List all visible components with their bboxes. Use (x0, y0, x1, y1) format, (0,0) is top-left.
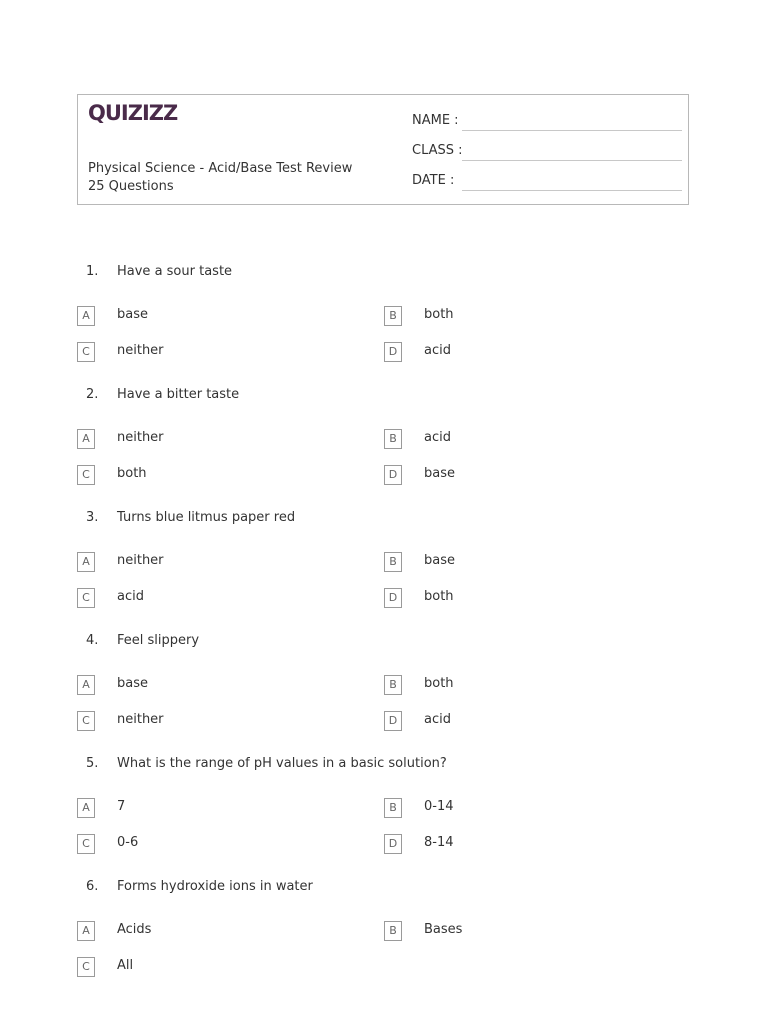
class-line[interactable] (462, 160, 682, 161)
date-line[interactable] (462, 190, 682, 191)
question-text: Forms hydroxide ions in water (117, 879, 313, 894)
option-text: acid (117, 589, 144, 604)
option-letter-box[interactable]: B (384, 552, 402, 572)
option-text: 0-14 (424, 799, 454, 814)
option-letter-box[interactable]: A (77, 552, 95, 572)
option-text: both (424, 589, 454, 604)
question-6 (0, 879, 768, 999)
option-letter-box[interactable]: A (77, 306, 95, 326)
option-letter-box[interactable]: B (384, 429, 402, 449)
option-text: neither (117, 343, 164, 358)
answer-option-b[interactable] (384, 306, 664, 326)
option-text: base (117, 307, 148, 322)
question-number: 6. (86, 879, 99, 894)
option-letter-box[interactable]: D (384, 711, 402, 731)
class-label: CLASS : (412, 143, 463, 158)
question-5 (0, 756, 768, 876)
question-text: Have a sour taste (117, 264, 233, 279)
name-label: NAME : (412, 113, 459, 128)
option-text: Bases (424, 922, 463, 937)
option-letter-box[interactable]: C (77, 465, 95, 485)
question-count: 25 Questions (88, 179, 174, 194)
option-letter-box[interactable]: D (384, 465, 402, 485)
answer-option-a[interactable] (77, 675, 357, 695)
answer-option-b[interactable] (384, 921, 664, 941)
question-text: Turns blue litmus paper red (117, 510, 296, 525)
option-letter-box[interactable]: D (384, 588, 402, 608)
date-field[interactable] (412, 171, 682, 191)
name-line[interactable] (462, 130, 682, 131)
option-text: acid (424, 343, 451, 358)
question-number: 2. (86, 387, 99, 402)
option-letter-box[interactable]: B (384, 675, 402, 695)
answer-option-b[interactable] (384, 429, 664, 449)
answer-option-a[interactable] (77, 552, 357, 572)
question-number: 3. (86, 510, 99, 525)
question-3 (0, 510, 768, 630)
option-text: neither (117, 712, 164, 727)
option-letter-box[interactable]: B (384, 306, 402, 326)
question-1 (0, 264, 768, 384)
quizizz-logo: QUIZIZZ (88, 101, 178, 125)
option-text: 0-6 (117, 835, 139, 850)
question-number: 4. (86, 633, 99, 648)
class-field[interactable] (412, 141, 682, 161)
answer-option-d[interactable] (384, 834, 664, 854)
answer-option-c[interactable] (77, 834, 357, 854)
answer-option-a[interactable] (77, 798, 357, 818)
option-text: acid (424, 712, 451, 727)
option-text: base (117, 676, 148, 691)
option-letter-box[interactable]: C (77, 588, 95, 608)
question-2 (0, 387, 768, 507)
option-letter-box[interactable]: A (77, 675, 95, 695)
answer-option-c[interactable] (77, 711, 357, 731)
option-letter-box[interactable]: C (77, 957, 95, 977)
option-text: Acids (117, 922, 152, 937)
question-number: 5. (86, 756, 99, 771)
option-text: neither (117, 553, 164, 568)
option-letter-box[interactable]: C (77, 342, 95, 362)
option-letter-box[interactable]: C (77, 711, 95, 731)
answer-option-b[interactable] (384, 552, 664, 572)
option-text: neither (117, 430, 164, 445)
option-text: acid (424, 430, 451, 445)
question-number: 1. (86, 264, 99, 279)
answer-option-b[interactable] (384, 675, 664, 695)
name-field[interactable] (412, 111, 682, 131)
answer-option-a[interactable] (77, 429, 357, 449)
answer-option-c[interactable] (77, 465, 357, 485)
option-text: base (424, 553, 455, 568)
worksheet-header (77, 94, 689, 205)
option-text: both (117, 466, 147, 481)
option-text: 8-14 (424, 835, 454, 850)
option-text: All (117, 958, 134, 973)
question-text: What is the range of pH values in a basic solution? (117, 756, 447, 771)
option-letter-box[interactable]: D (384, 342, 402, 362)
worksheet-title: Physical Science - Acid/Base Test Review (88, 161, 353, 176)
answer-option-c[interactable] (77, 342, 357, 362)
answer-option-a[interactable] (77, 921, 357, 941)
option-letter-box[interactable]: A (77, 798, 95, 818)
answer-option-b[interactable] (384, 798, 664, 818)
option-text: 7 (117, 799, 126, 814)
option-letter-box[interactable]: A (77, 921, 95, 941)
option-text: both (424, 307, 454, 322)
option-letter-box[interactable]: B (384, 921, 402, 941)
question-text: Feel slippery (117, 633, 200, 648)
answer-option-d[interactable] (384, 711, 664, 731)
answer-option-d[interactable] (384, 588, 664, 608)
date-label: DATE : (412, 173, 455, 188)
answer-option-d[interactable] (384, 342, 664, 362)
option-letter-box[interactable]: D (384, 834, 402, 854)
option-text: both (424, 676, 454, 691)
answer-option-c[interactable] (77, 957, 357, 977)
question-text: Have a bitter taste (117, 387, 240, 402)
option-letter-box[interactable]: B (384, 798, 402, 818)
question-4 (0, 633, 768, 753)
option-letter-box[interactable]: C (77, 834, 95, 854)
option-letter-box[interactable]: A (77, 429, 95, 449)
answer-option-c[interactable] (77, 588, 357, 608)
answer-option-a[interactable] (77, 306, 357, 326)
answer-option-d[interactable] (384, 465, 664, 485)
option-text: base (424, 466, 455, 481)
